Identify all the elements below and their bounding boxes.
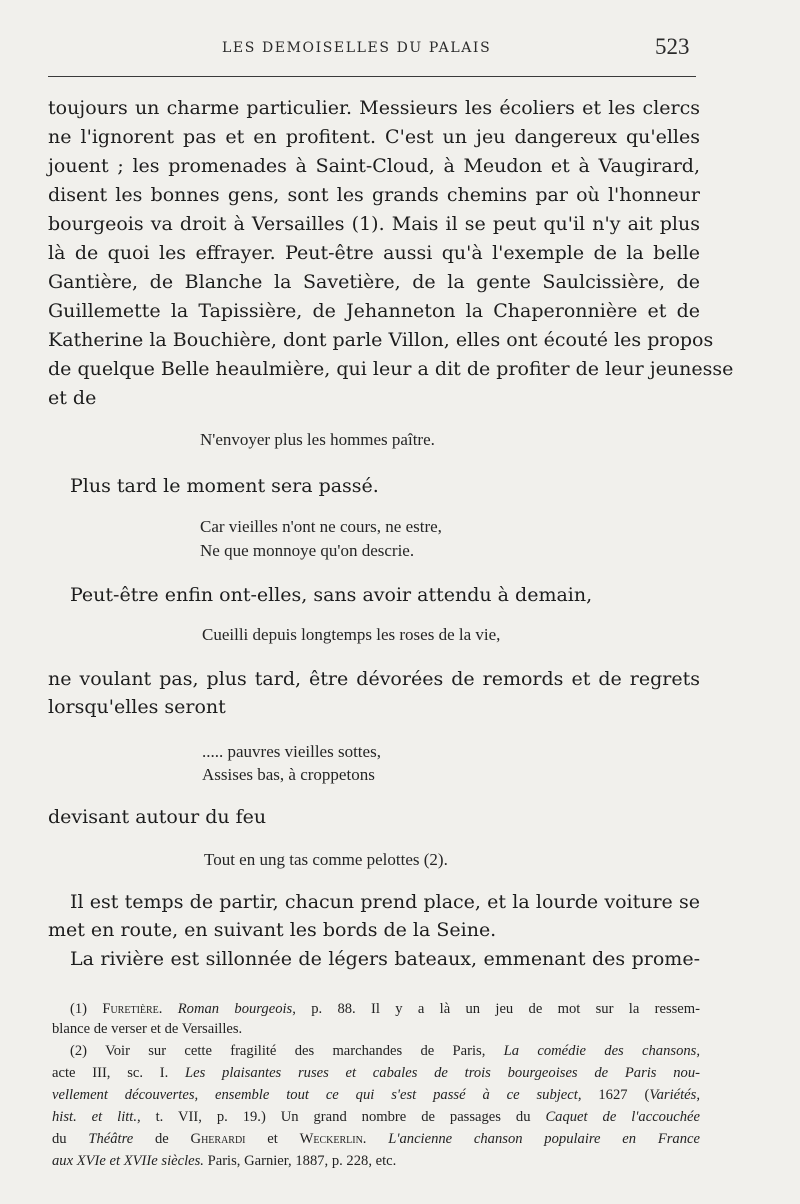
verse-line: Cueilli depuis longtemps les roses de la vie, bbox=[202, 625, 501, 644]
footnote-number: (1) bbox=[70, 1001, 88, 1017]
verse-line: Car vieilles n'ont ne cours, ne estre, bbox=[200, 517, 442, 536]
footnote-text: 1627 ( bbox=[598, 1087, 650, 1103]
footnote-text: du bbox=[52, 1131, 67, 1147]
body-line: bourgeois va droit à Versailles (1). Mais il se peut qu'il n'y ait plus bbox=[48, 213, 700, 235]
footnote-number: (2) bbox=[70, 1043, 88, 1059]
header-rule bbox=[48, 76, 696, 77]
footnote-title: Les plaisantes ruses et cabales de trois bourgeoises de Paris nou- bbox=[185, 1065, 700, 1081]
footnote-line bbox=[52, 1062, 700, 1084]
body-line: devisant autour du feu bbox=[48, 806, 267, 828]
body-line: disent les bonnes gens, sont les grands chemins par où l'honneur bbox=[48, 184, 700, 206]
footnote-line bbox=[52, 1128, 700, 1150]
footnote-title: Caquet de l'accouchée bbox=[545, 1109, 700, 1125]
body-line: Gantière, de Blanche la Savetière, de la gente Saulcissière, de bbox=[48, 271, 700, 293]
footnote-author: Gherardi bbox=[190, 1131, 246, 1147]
footnote-title: Théâtre bbox=[88, 1131, 134, 1147]
body-line: Katherine la Bouchière, dont parle Villon, elles ont écouté les propos bbox=[48, 329, 714, 351]
verse-line: Assises bas, à croppetons bbox=[202, 765, 375, 784]
page-number: 523 bbox=[655, 34, 690, 59]
footnote-line: blance de verser et de Versailles. bbox=[52, 1021, 243, 1037]
body-line: Il est temps de partir, chacun prend place, et la lourde voiture se bbox=[70, 891, 700, 913]
body-line: et de bbox=[48, 387, 97, 409]
verse-line: N'envoyer plus les hommes paître. bbox=[200, 430, 435, 449]
footnote-text: Paris, Garnier, 1887, p. 228, etc. bbox=[207, 1153, 397, 1169]
body-line: ne l'ignorent pas et en profitent. C'est un jeu dangereux qu'elles bbox=[48, 126, 700, 148]
body-line: de quelque Belle heaulmière, qui leur a dit de profiter de leur jeunesse bbox=[48, 358, 734, 380]
body-line: Peut-être enfin ont-elles, sans avoir attendu à demain, bbox=[70, 584, 593, 606]
body-line: La rivière est sillonnée de légers bateaux, emmenant des prome- bbox=[70, 948, 700, 970]
footnote-title: L'ancienne chanson populaire en France bbox=[388, 1131, 700, 1147]
running-head bbox=[0, 36, 800, 66]
footnote-title: aux XVIe et XVIIe siècles. bbox=[52, 1153, 204, 1169]
footnote-title: La comédie des chansons, bbox=[503, 1043, 701, 1059]
footnote-title: vellement découvertes, ensemble tout ce qui s'est passé à ce subject, bbox=[52, 1087, 582, 1103]
footnote-line bbox=[52, 1084, 700, 1106]
footnote-title: hist. et litt. bbox=[52, 1109, 138, 1125]
body-line: Plus tard le moment sera passé. bbox=[70, 475, 379, 497]
footnote-text: de bbox=[154, 1131, 169, 1147]
body-line: Guillemette la Tapissière, de Jehanneton la Chaperonnière et de bbox=[48, 300, 700, 322]
footnote-line bbox=[70, 998, 700, 1020]
footnote-title: Roman bourgeois bbox=[177, 1001, 293, 1017]
verse-line: ..... pauvres vieilles sottes, bbox=[202, 742, 381, 761]
body-line: ne voulant pas, plus tard, être dévorées de remords et de regrets bbox=[48, 668, 700, 690]
body-line: met en route, en suivant les bords de la Seine. bbox=[48, 919, 497, 941]
verse-line: Ne que monnoye qu'on descrie. bbox=[200, 541, 415, 560]
body-line: jouent ; les promenades à Saint-Cloud, à Meudon et à Vaugirard, bbox=[48, 155, 700, 177]
body-line: toujours un charme particulier. Messieurs les écoliers et les clercs bbox=[48, 97, 700, 119]
footnote-text: , p. 88. Il y a là un jeu de mot sur la ressem- bbox=[292, 1001, 700, 1017]
verse-line: Tout en ung tas comme pelottes (2). bbox=[204, 850, 448, 869]
footnote-author: Weckerlin. bbox=[299, 1131, 367, 1147]
body-line: là de quoi les effrayer. Peut-être aussi qu'à l'exemple de la belle bbox=[48, 242, 700, 264]
body-line: lorsqu'elles seront bbox=[48, 696, 226, 718]
footnote-text: Voir sur cette fragilité des marchandes de Paris, bbox=[105, 1043, 486, 1059]
footnote-line bbox=[70, 1040, 700, 1062]
footnote-text: et bbox=[267, 1131, 278, 1147]
running-title: LES DEMOISELLES DU PALAIS bbox=[222, 40, 492, 56]
footnote-line bbox=[52, 1150, 700, 1172]
footnote-text: acte III, sc. I. bbox=[52, 1065, 169, 1081]
footnote-title: Variétés, bbox=[649, 1087, 700, 1103]
footnote-line bbox=[52, 1106, 700, 1128]
footnote-author: Furetière. bbox=[102, 1001, 163, 1017]
footnote-text: , t. VII, p. 19.) Un grand nombre de passages du bbox=[137, 1109, 531, 1125]
